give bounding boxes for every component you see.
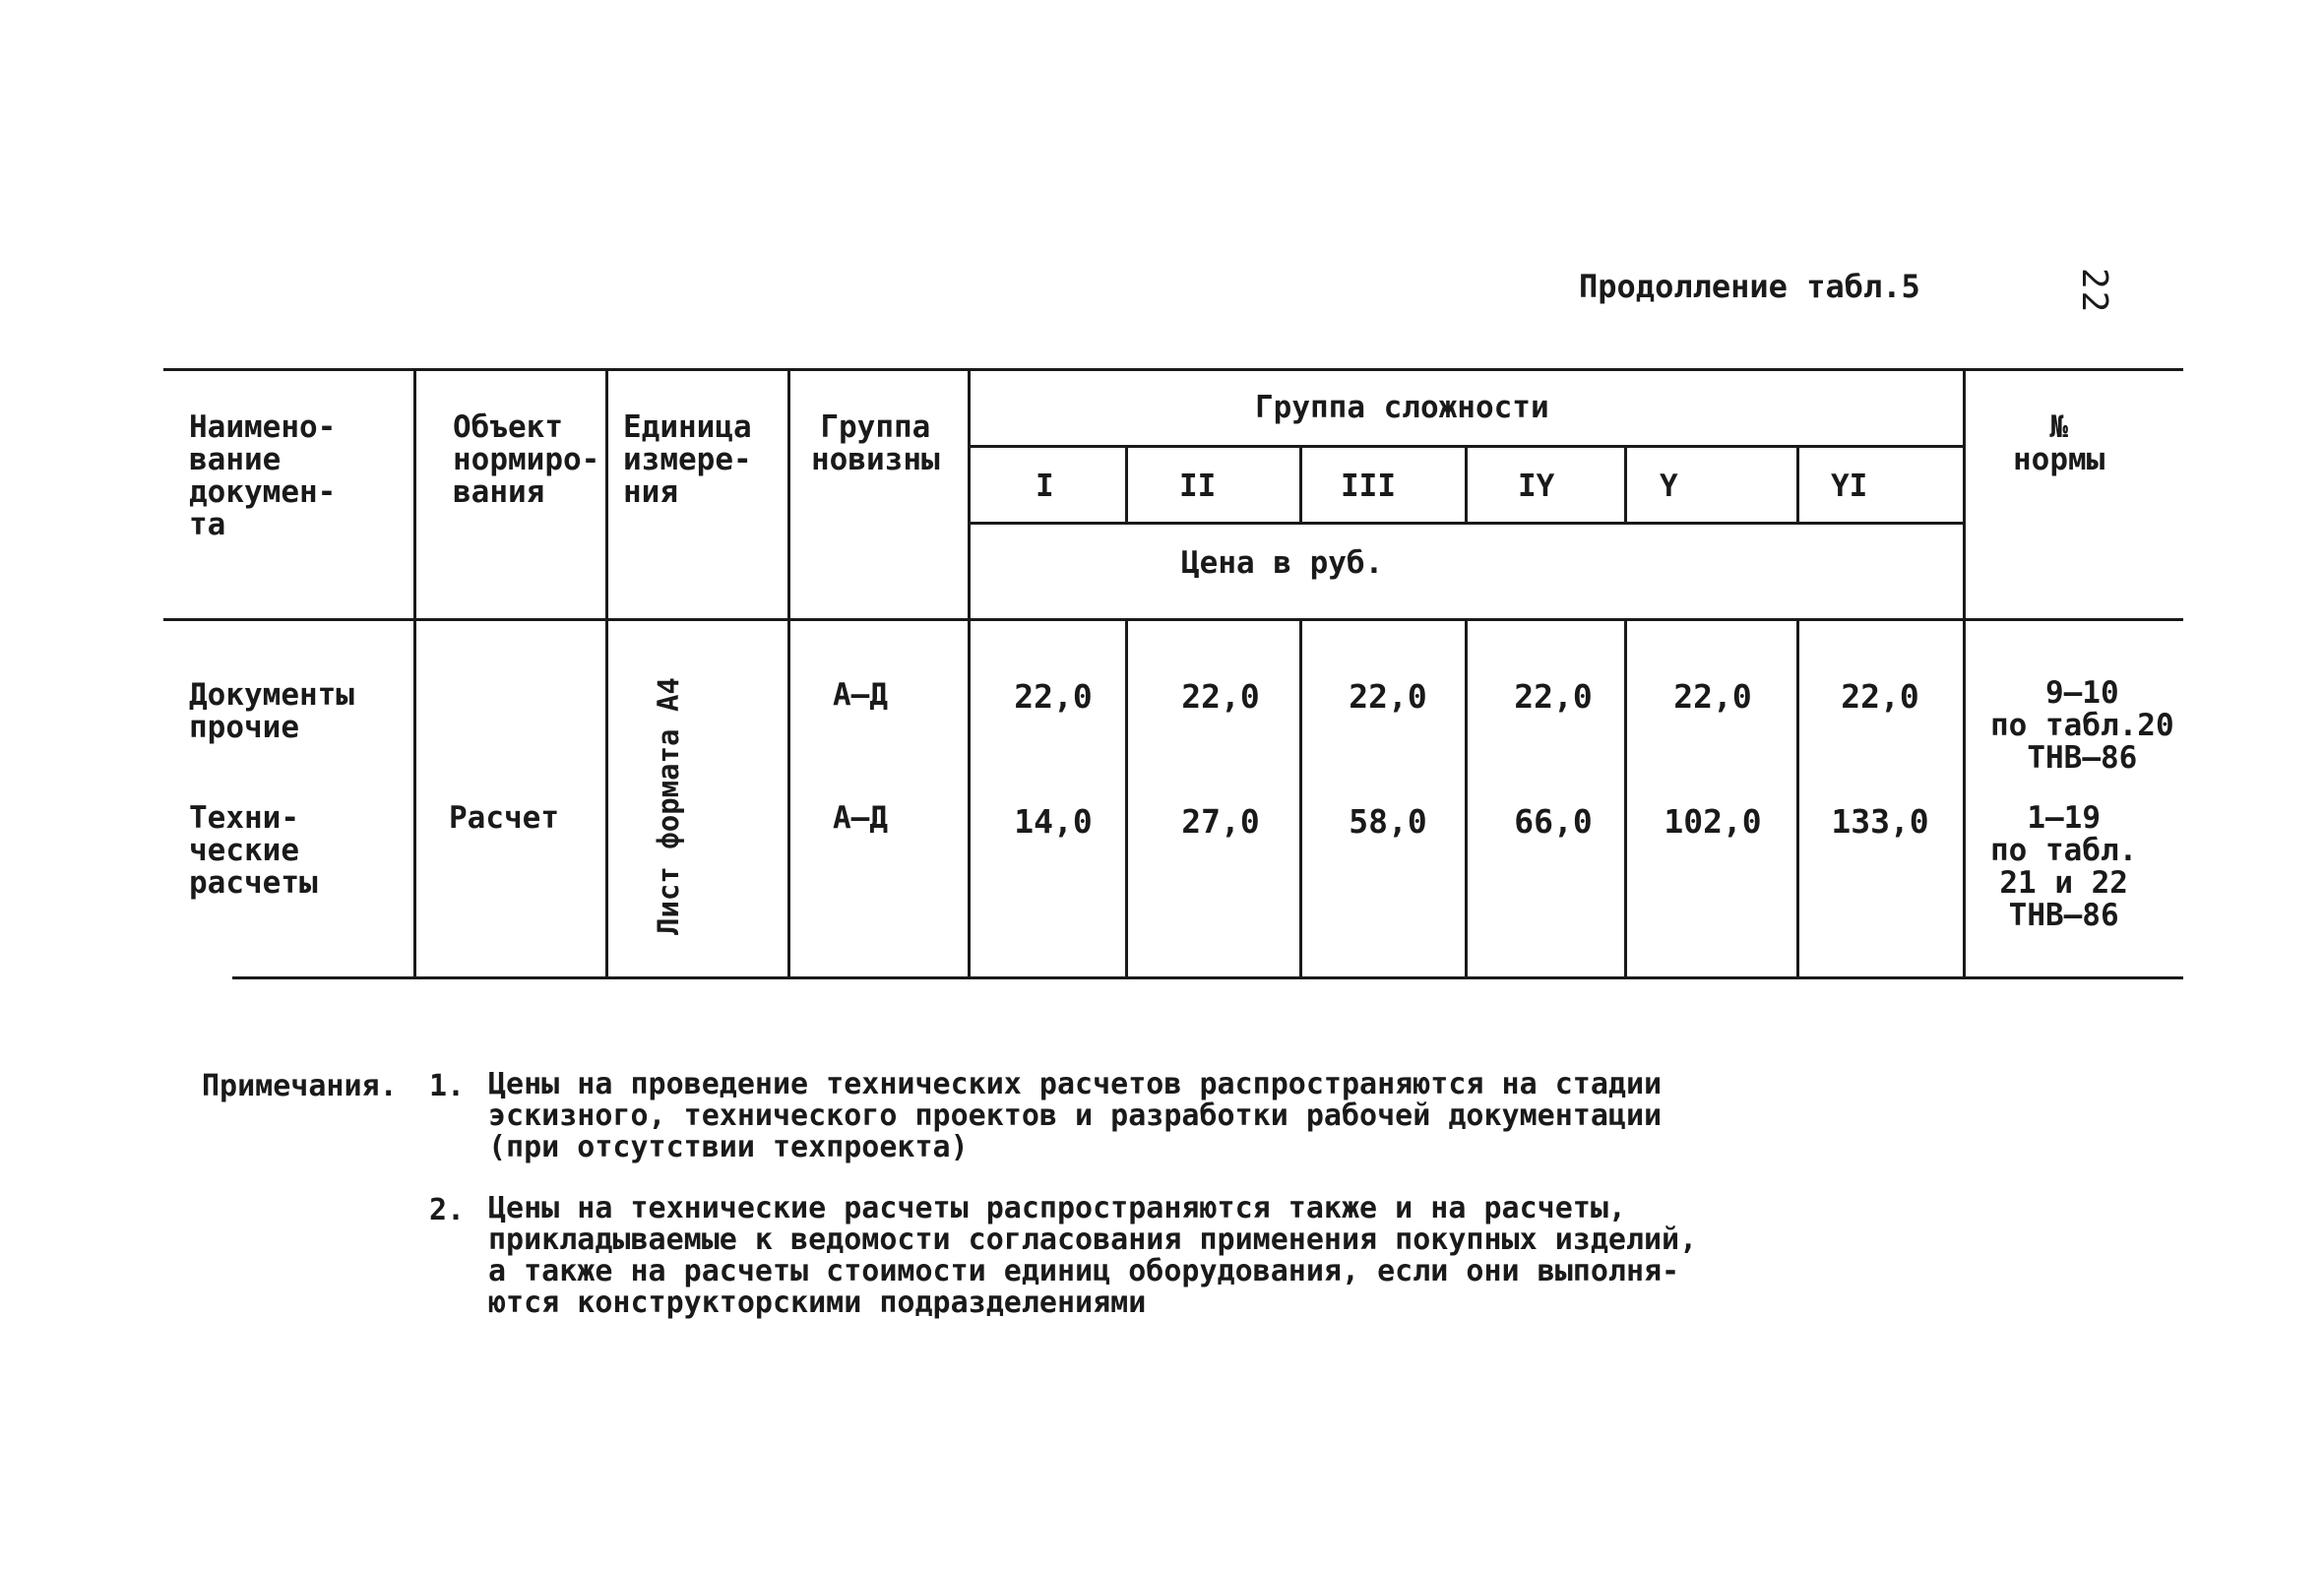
header-document-name: Наимено- вание докумен- та xyxy=(189,409,337,542)
col-divider-norm xyxy=(1963,368,1966,978)
col-divider-price-4 xyxy=(1624,618,1627,976)
page-number: 22 xyxy=(2074,268,2114,315)
row2-price-3: 58,0 xyxy=(1349,802,1427,841)
row1-price-6: 22,0 xyxy=(1841,677,1919,716)
header-level-1: I xyxy=(1036,469,1054,504)
col-divider-level-5 xyxy=(1796,445,1799,522)
col-divider-level-1 xyxy=(1125,445,1128,522)
row2-novelty-group: А–Д xyxy=(833,800,888,836)
header-level-5: Y xyxy=(1660,469,1678,504)
col-divider-level-4 xyxy=(1624,445,1627,522)
row1-price-3: 22,0 xyxy=(1349,677,1427,716)
header-novelty-group: Группа новизны xyxy=(811,409,940,477)
col-divider-group xyxy=(968,368,971,978)
header-complexity-group: Группа сложности xyxy=(1255,390,1549,425)
row1-document-name: Документы прочие xyxy=(189,677,354,745)
col-divider-unit xyxy=(787,368,790,978)
notes-label: Примечания. xyxy=(202,1069,398,1103)
note-1-text: Цены на проведение технических расчетов распространяются на стадии эскизного, технического проектов и разработки рабочей документации (при отсутствии техпроекта) xyxy=(488,1067,1663,1164)
header-price-label: Цена в руб. xyxy=(1181,545,1384,581)
norm-object-value: Расчет xyxy=(449,800,559,836)
header-unit: Единица измере- ния xyxy=(623,409,752,510)
row2-norm: 1–19 по табл. 21 и 22 ТНВ–86 xyxy=(1990,800,2138,933)
row1-price-4: 22,0 xyxy=(1514,677,1593,716)
levels-rule xyxy=(969,522,1963,525)
row1-price-5: 22,0 xyxy=(1673,677,1752,716)
table-continuation-caption: Продолление табл.5 xyxy=(1579,268,1920,305)
note-1-number: 1. xyxy=(429,1069,466,1103)
table-top-rule xyxy=(163,368,2183,371)
row1-norm: 9–10 по табл.20 ТНВ–86 xyxy=(1990,675,2174,776)
row2-price-6: 133,0 xyxy=(1831,802,1929,841)
header-level-4: IY xyxy=(1518,469,1555,504)
row2-price-1: 14,0 xyxy=(1014,802,1093,841)
col-divider-object xyxy=(605,368,608,978)
col-divider-level-2 xyxy=(1299,445,1302,522)
row2-document-name: Техни- ческие расчеты xyxy=(189,800,318,901)
col-divider-price-3 xyxy=(1465,618,1468,976)
row2-price-2: 27,0 xyxy=(1181,802,1260,841)
header-norm-object: Объект нормиро- вания xyxy=(453,409,600,510)
header-level-3: III xyxy=(1341,469,1396,504)
col-divider-price-5 xyxy=(1796,618,1799,976)
note-2-text: Цены на технические расчеты распространяются также и на расчеты, прикладываемые к ведомости согласования применения покупных изделий, а также на расчеты стоимости единиц оборудования, если они выполня- ются конструкторскими подразделениями xyxy=(488,1191,1698,1320)
col-divider-name xyxy=(413,368,416,978)
header-norm-number: № нормы xyxy=(2013,409,2105,477)
header-level-6: YI xyxy=(1831,469,1868,504)
header-level-2: II xyxy=(1179,469,1217,504)
row1-novelty-group: А–Д xyxy=(833,677,888,713)
row1-price-1: 22,0 xyxy=(1014,677,1093,716)
row2-price-4: 66,0 xyxy=(1514,802,1593,841)
col-divider-level-3 xyxy=(1465,445,1468,522)
header-bottom-rule xyxy=(163,618,2183,621)
col-divider-price-1 xyxy=(1125,618,1128,976)
note-2-number: 2. xyxy=(429,1193,466,1227)
table-bottom-rule xyxy=(232,976,2183,979)
row2-price-5: 102,0 xyxy=(1664,802,1762,841)
row1-price-2: 22,0 xyxy=(1181,677,1260,716)
unit-value-sheet-a4: Лист формата А4 xyxy=(652,677,685,935)
col-divider-price-2 xyxy=(1299,618,1302,976)
